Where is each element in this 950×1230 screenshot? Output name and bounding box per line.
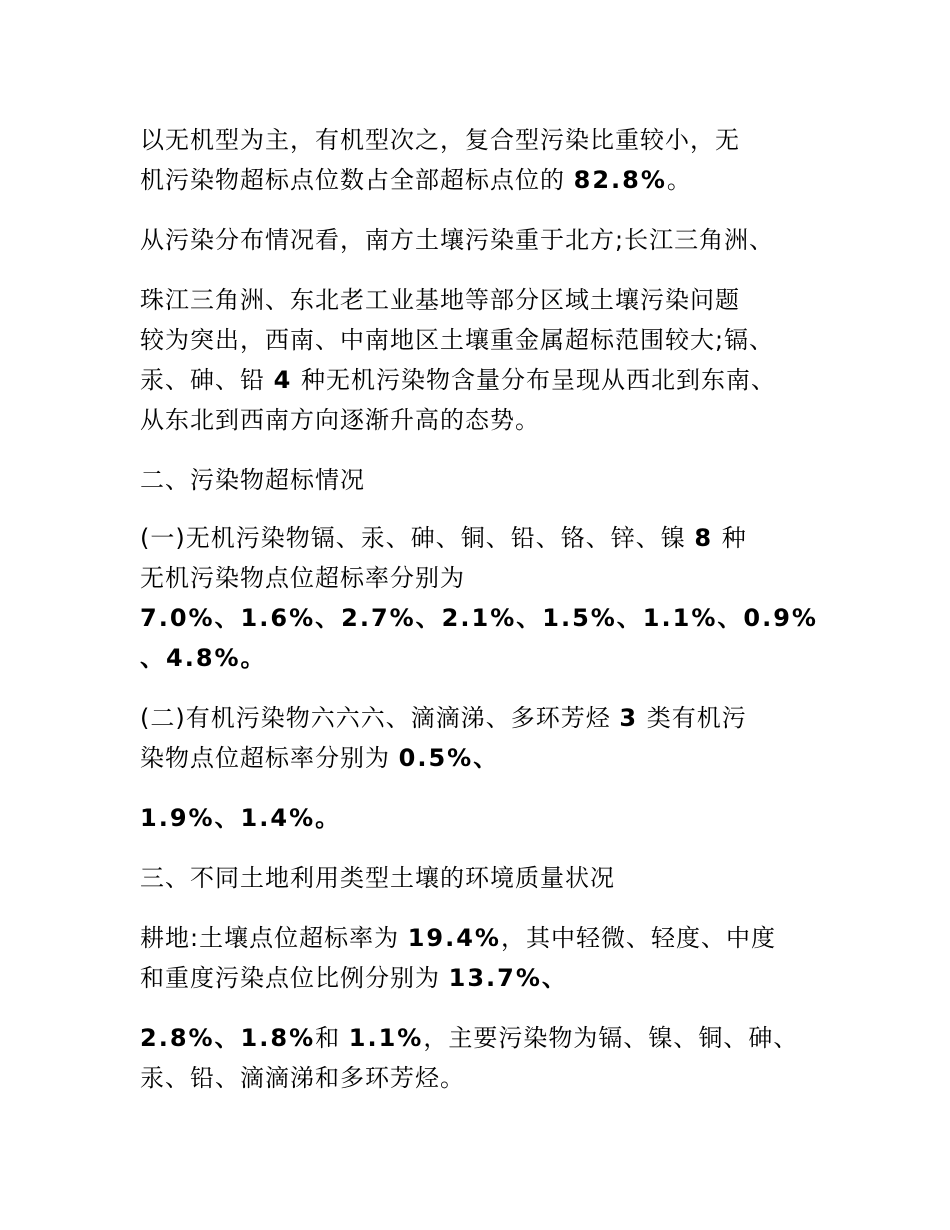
paragraph-inorganic bbox=[140, 518, 820, 678]
text-line: 汞、砷、铅 4 种无机污染物含量分布呈现从西北到东南、 bbox=[140, 366, 776, 394]
text-line: 耕地:土壤点位超标率为 19.4%，其中轻微、轻度、中度 bbox=[140, 924, 776, 952]
bold-number-line: 1.9%、1.4%。 bbox=[140, 804, 342, 832]
paragraph-pollution-type bbox=[140, 120, 820, 200]
text-line: 机污染物超标点位数占全部超标点位的 82.8%。 bbox=[140, 166, 692, 194]
bold-number: 2.8%、1.8% bbox=[140, 1024, 316, 1052]
text-line: 较为突出，西南、中南地区土壤重金属超标范围较大;镉、 bbox=[140, 326, 775, 354]
text-line: 从污染分布情况看，南方土壤污染重于北方;长江三角洲、 bbox=[140, 226, 775, 254]
bold-number-line: 7.0%、1.6%、2.7%、2.1%、1.5%、1.1%、0.9% bbox=[140, 604, 818, 632]
paragraph-organic-rates bbox=[140, 798, 820, 838]
text-line: 珠江三角洲、东北老工业基地等部分区域土壤污染问题 bbox=[140, 286, 740, 314]
text-line: 从东北到西南方向逐渐升高的态势。 bbox=[140, 406, 540, 434]
text-line: (二)有机污染物六六六、滴滴涕、多环芳烃 3 类有机污 bbox=[140, 704, 747, 732]
paragraph-farmland-pollutants bbox=[140, 1018, 820, 1098]
bold-number-line: 、4.8%。 bbox=[140, 644, 267, 672]
text-line: 汞、铅、滴滴涕和多环芳烃。 bbox=[140, 1064, 465, 1092]
bold-number: 0.5%、 bbox=[398, 744, 500, 772]
paragraph-distribution bbox=[140, 220, 820, 260]
paragraph-regions bbox=[140, 280, 820, 440]
bold-number: 82.8% bbox=[573, 166, 667, 194]
bold-number: 4 bbox=[273, 366, 293, 394]
text-line: (一)无机污染物镉、汞、砷、铜、铅、铬、锌、镍 8 种 bbox=[140, 524, 747, 552]
bold-number: 8 bbox=[694, 524, 714, 552]
text-line: 和重度污染点位比例分别为 13.7%、 bbox=[140, 964, 568, 992]
text-line: 以无机型为主，有机型次之，复合型污染比重较小，无 bbox=[140, 126, 740, 154]
paragraph-farmland bbox=[140, 918, 820, 998]
paragraph-organic bbox=[140, 698, 820, 778]
bold-number: 1.1% bbox=[348, 1024, 424, 1052]
text-line: 无机污染物点位超标率分别为 bbox=[140, 564, 465, 592]
bold-number: 3 bbox=[619, 704, 639, 732]
text-line: 2.8%、1.8%和 1.1%，主要污染物为镉、镍、铜、砷、 bbox=[140, 1024, 799, 1052]
text-line: 染物点位超标率分别为 0.5%、 bbox=[140, 744, 500, 772]
section-heading-land-use: 三、不同土地利用类型土壤的环境质量状况 bbox=[140, 864, 615, 892]
bold-number: 19.4% bbox=[407, 924, 501, 952]
section-heading-exceedance: 二、污染物超标情况 bbox=[140, 466, 365, 494]
bold-number: 13.7%、 bbox=[448, 964, 568, 992]
